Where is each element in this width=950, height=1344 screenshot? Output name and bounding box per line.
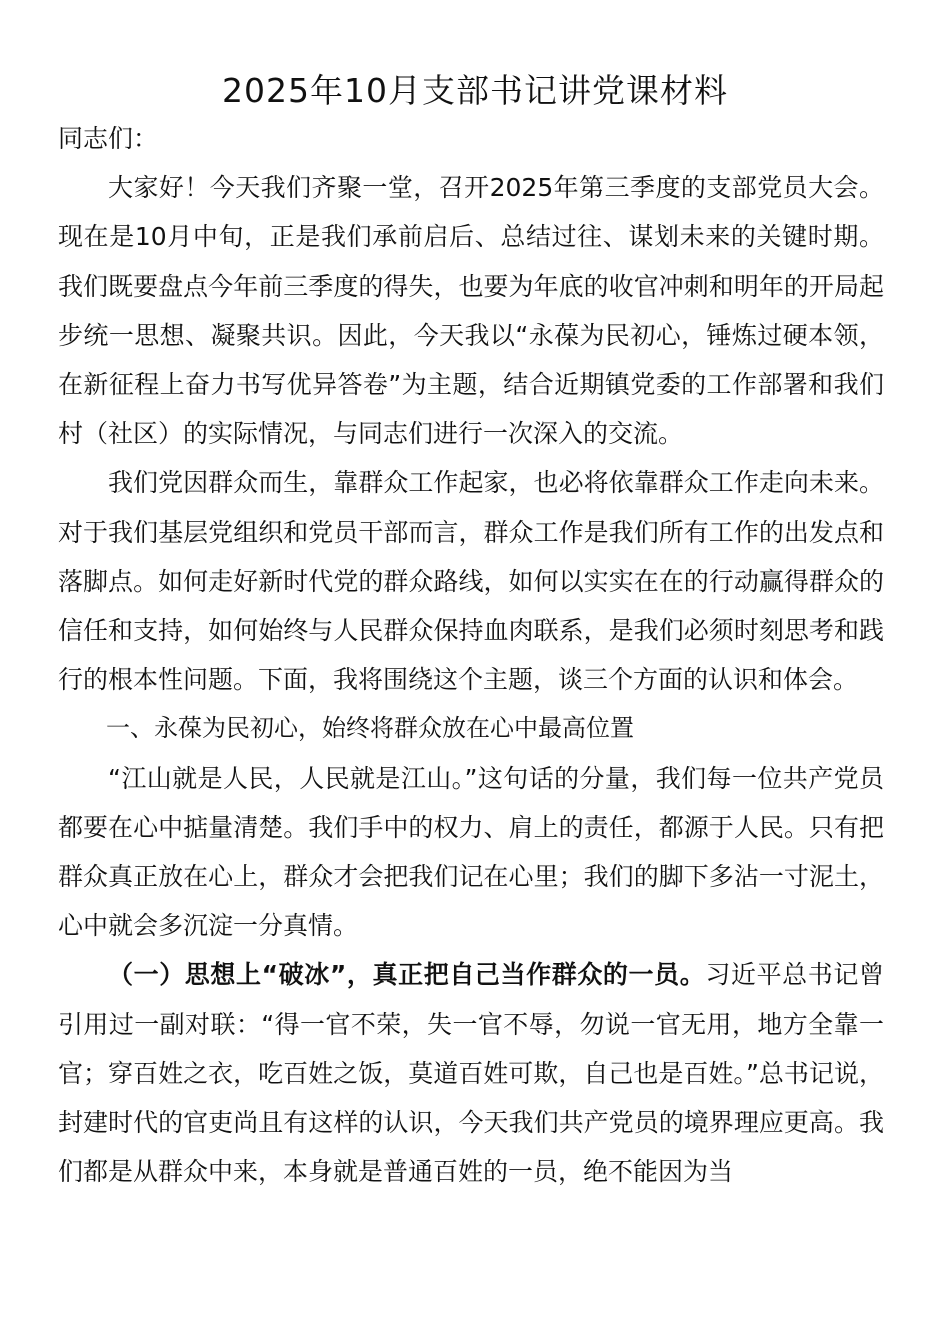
section-1-paragraph: “江山就是人民，人民就是江山。”这句话的分量，我们每一位共产党员都要在心中掂量清楚。我们手中的权力、肩上的责任，都源于人民。只有把群众真正放在心上，群众才会把我们记在心里；我们的脚下多沾一寸泥土，心中就会多沉淀一分真情。	[58, 763, 884, 941]
paragraph-opening: 大家好！今天我们齐聚一堂，召开2025年第三季度的支部党员大会。现在是10月中旬，正是我们承前启后、总结过往、谋划未来的关键时期。我们既要盘点今年前三季度的得失，也要为年底的收官冲刺和明年的开局起步统一思想、凝聚共识。因此，今天我以“永葆为民初心，锤炼过硬本领，在新征程上奋力书写优异答卷”为主题，结合近期镇党委的工作部署和我们村（社区）的实际情况，与同志们进行一次深入的交流。	[58, 173, 884, 449]
subsection-1-paragraph	[58, 950, 884, 1196]
subsection-heading-1: （一）思想上“破冰”，真正把自己当作群众的一员。	[108, 960, 706, 990]
greeting: 同志们：	[58, 124, 159, 153]
paragraph-intro: 我们党因群众而生，靠群众工作起家，也必将依靠群众工作走向未来。对于我们基层党组织和党员干部而言，群众工作是我们所有工作的出发点和落脚点。如何走好新时代党的群众路线，如何以实实在在的行动赢得群众的信任和支持，如何始终与人民群众保持血肉联系，是我们必须时刻思考和践行的根本性问题。下面，我将围绕这个主题，谈三个方面的认识和体会。	[58, 468, 884, 695]
section-heading-1: 一、永葆为民初心，始终将群众放在心中最高位置	[106, 714, 634, 743]
document-title: 2025年10月支部书记讲党课材料	[222, 71, 728, 110]
subsection-1-text: 习近平总书记曾引用过一副对联：“得一官不荣，失一官不辱，勿说一官无用，地方全靠一官；穿百姓之衣，吃百姓之饭，莫道百姓可欺，自己也是百姓。”总书记说，封建时代的官吏尚且有这样的认识，今天我们共产党员的境界理应更高。我们都是从群众中来，本身就是普通百姓的一员，绝不能因为当	[58, 960, 884, 1187]
document-body	[58, 114, 884, 1196]
